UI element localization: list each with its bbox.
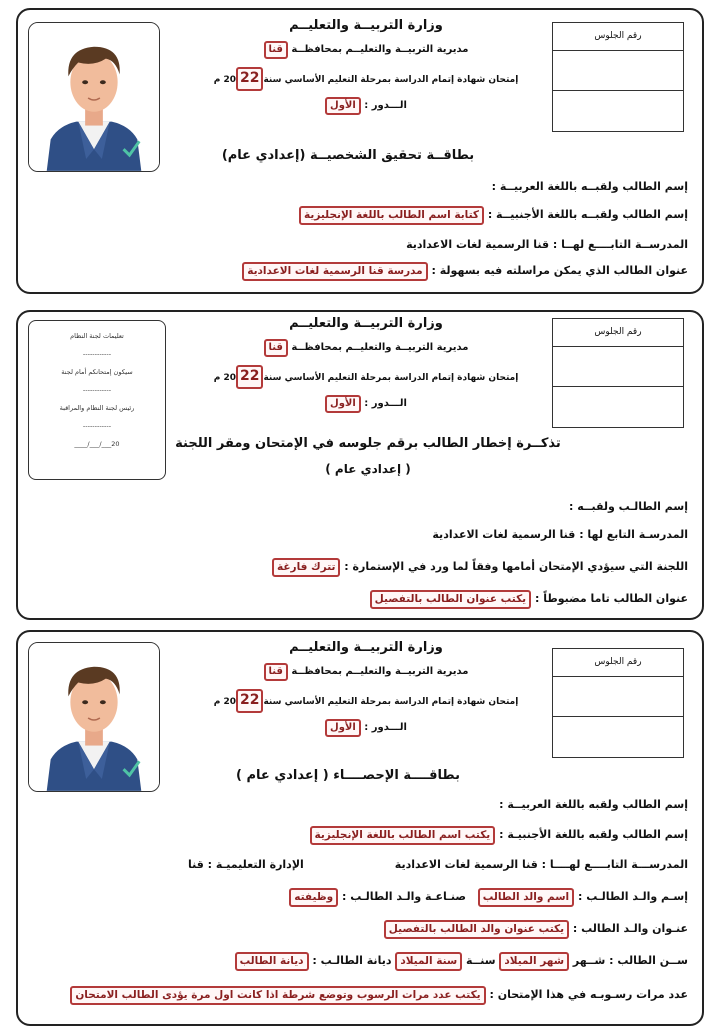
seat-number-label: رقم الجلوس: [553, 23, 683, 51]
name-arabic-field: إسم الطالب ولقبــه باللغة العربيــة :: [491, 180, 688, 193]
round-highlight: الأول: [325, 395, 361, 413]
card-header: [196, 316, 536, 413]
notes-line: 20___/___/____: [74, 440, 120, 448]
fail-count-field: عدد مرات رسـوبـه في هذا الإمتحان : يكتب عدد مرات الرسوب وتوضع شرطة اذا كانت اول مرة يؤدى الطالب الامتحان: [70, 986, 688, 1005]
card-subtitle: ( إعدادي عام ): [325, 462, 411, 476]
birth-month-value: شهر الميلاد: [499, 952, 569, 971]
father-name-field: إسـم والـد الطالـب : اسم والد الطالب: [478, 888, 688, 907]
seat-number-box: [552, 648, 684, 758]
card-header: [196, 640, 536, 737]
seat-number-row: [553, 91, 683, 131]
student-photo: [28, 642, 160, 792]
birth-year-value: سنة الميلاد: [395, 952, 462, 971]
round-line: الـــدور : الأول: [196, 395, 536, 413]
seat-number-label: رقم الجلوس: [553, 319, 683, 347]
round-highlight: الأول: [325, 719, 361, 737]
notes-line: ------------: [82, 350, 112, 358]
name-arabic-field: إسم الطالب ولقبه باللغة العربيــة :: [499, 798, 688, 811]
name-foreign-field: إسم الطالب ولقبه باللغة الأجنبيـة : يكتب اسم الطالب باللغة الإنجليزية: [310, 826, 689, 845]
religion-value: ديانة الطالب: [235, 952, 309, 971]
avatar-icon: [29, 643, 159, 791]
seat-number-box: [552, 318, 684, 428]
father-job-value: وظيفته: [289, 888, 338, 907]
exam-line: إمتحان شهادة إتمام الدراسة بمرحلة التعليم الأساسي سنة20 22 م: [196, 67, 536, 91]
father-address-value: يكتب عنوان والد الطالب بالتفصيل: [384, 920, 569, 939]
statistics-card: [16, 630, 704, 1026]
notification-ticket: [16, 310, 704, 620]
governorate-highlight: قنا: [264, 41, 288, 59]
father-job-field: صنـاعـة والـد الطالـب : وظيفته: [289, 888, 466, 907]
seat-number-row: [553, 677, 683, 717]
fail-count-value: يكتب عدد مرات الرسوب وتوضع شرطة اذا كانت اول مرة يؤدى الطالب الامتحان: [70, 986, 485, 1005]
round-line: الـــدور : الأول: [196, 719, 536, 737]
committee-value: تترك فارغة: [272, 558, 340, 577]
school-field: المدرسـة التابع لها : قنا الرسمية لغات الاعدادية: [432, 528, 688, 541]
student-photo: [28, 22, 160, 172]
notes-line: تعليمات لجنة النظام: [70, 332, 124, 340]
ministry-title: وزارة التربيــة والتعليــم: [289, 316, 443, 331]
round-line: الـــدور : الأول: [196, 97, 536, 115]
exam-line: إمتحان شهادة إتمام الدراسة بمرحلة التعليم الأساسي سنة20 22 م: [196, 365, 536, 389]
governorate-highlight: قنا: [264, 663, 288, 681]
card-header: [196, 18, 536, 115]
notes-line: سيكون إمتحانكم أمام لجنة: [61, 368, 133, 376]
address-field: عنوان الطالب الذي يمكن مراسلته فيه بسهولة : مدرسة قنا الرسمية لغات الاعدادية: [242, 262, 688, 281]
card-title: بطاقــــة الإحصــــاء ( إعدادي عام ): [236, 768, 460, 783]
year-highlight: 22: [236, 689, 263, 713]
address-field: عنوان الطالب تاما مضبوطاً : يكتب عنوان الطالب بالتفصيل: [370, 590, 688, 609]
notes-line: ------------: [82, 422, 112, 430]
card-title: تذكــرة إخطار الطالب برقم جلوسه في الإمتحان ومقر اللجنة: [175, 436, 561, 451]
identity-card: [16, 8, 704, 294]
round-highlight: الأول: [325, 97, 361, 115]
student-name-field: إسم الطالـب ولقبــه :: [569, 500, 688, 513]
father-name-value: اسم والد الطالب: [478, 888, 574, 907]
card-title: بطاقــة تحقيق الشخصيــة (إعدادي عام): [221, 148, 475, 163]
seat-number-row: [553, 717, 683, 757]
address-value: يكتب عنوان الطالب بالتفصيل: [370, 590, 531, 609]
address-value: مدرسة قنا الرسمية لغات الاعدادية: [242, 262, 427, 281]
year-highlight: 22: [236, 365, 263, 389]
ministry-title: وزارة التربيــة والتعليــم: [289, 640, 443, 655]
directorate-line: مديرية التربيــة والتعليــم بمحافظــة قنا: [196, 663, 536, 681]
school-field: المدرســة التابــــع لهــا : قنا الرسمية لغات الاعدادية: [406, 238, 688, 251]
father-address-field: عنـوان والـد الطالب : يكتب عنوان والد الطالب بالتفصيل: [384, 920, 688, 939]
notes-line: ------------: [82, 386, 112, 394]
notes-line: رئيس لجنة النظام والمراقبة: [59, 404, 135, 412]
year-highlight: 22: [236, 67, 263, 91]
committee-field: اللجنة التي سيؤدي الإمتحان أمامها وفقاً لما ورد في الإستمارة : تترك فارغة: [272, 558, 688, 577]
directorate-line: مديرية التربيــة والتعليــم بمحافظــة قنا: [196, 41, 536, 59]
seat-number-label: رقم الجلوس: [553, 649, 683, 677]
directorate-line: مديرية التربيــة والتعليــم بمحافظــة قنا: [196, 339, 536, 357]
governorate-highlight: قنا: [264, 339, 288, 357]
seat-number-row: [553, 347, 683, 387]
avatar-icon: [29, 23, 159, 171]
seat-number-row: [553, 51, 683, 91]
seat-number-row: [553, 387, 683, 427]
educational-admin-field: الإدارة التعليميـة : قنا: [188, 858, 304, 871]
ministry-title: وزارة التربيــة والتعليــم: [289, 18, 443, 33]
seat-number-box: [552, 22, 684, 132]
committee-notes-box: [28, 320, 166, 480]
exam-line: إمتحان شهادة إتمام الدراسة بمرحلة التعليم الأساسي سنة20 22 م: [196, 689, 536, 713]
name-foreign-value: كتابة اسم الطالب باللغة الإنجليزية: [299, 206, 484, 225]
name-foreign-field: إسم الطالب ولقبــه باللغة الأجنبيــة : كتابة اسم الطالب باللغة الإنجليزية: [299, 206, 688, 225]
name-foreign-value: يكتب اسم الطالب باللغة الإنجليزية: [310, 826, 496, 845]
school-field: المدرســـة التابــــع لهــــا : قنا الرسمية لغات الاعدادية: [394, 858, 688, 871]
age-field: ســن الطالب : شــهر شهر الميلاد سنــة سنة الميلاد ديانة الطالـب : ديانة الطالب: [235, 952, 688, 971]
